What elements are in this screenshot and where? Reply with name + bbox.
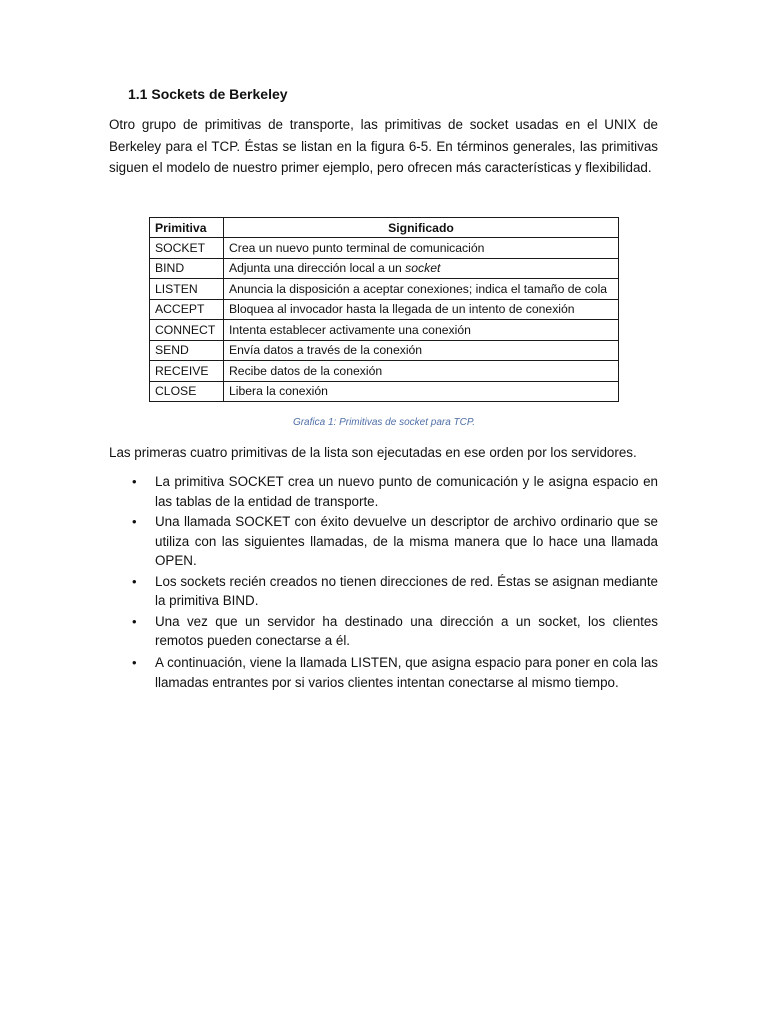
bullet-icon: •	[132, 474, 137, 489]
header-significado: Significado	[224, 218, 619, 238]
primitive-meaning-text: Adjunta una dirección local a un	[229, 261, 402, 276]
table-header-row	[150, 218, 619, 238]
list-item-text: A continuación, viene la llamada LISTEN, que asigna espacio para poner en cola las llamadas entrantes por si varios clientes intentan conectarse al mismo tiempo.	[155, 654, 658, 690]
table-row	[150, 258, 619, 279]
header-primitiva: Primitiva	[150, 218, 224, 238]
primitive-name: SOCKET	[150, 238, 224, 259]
bullet-icon: •	[132, 654, 137, 670]
list-item	[132, 472, 658, 511]
list-item-text: Una vez que un servidor ha destinado una dirección a un socket, los clientes remotos pueden conectarse a él.	[155, 613, 658, 648]
primitive-name: RECEIVE	[150, 361, 224, 382]
primitive-name: ACCEPT	[150, 299, 224, 320]
primitive-name: CONNECT	[150, 320, 224, 341]
list-item	[132, 612, 658, 651]
bullet-icon: •	[132, 573, 137, 589]
primitive-name: SEND	[150, 340, 224, 361]
primitive-meaning: Anuncia la disposición a aceptar conexiones; indica el tamaño de cola	[224, 279, 619, 300]
primitive-meaning: Envía datos a través de la conexión	[224, 340, 619, 361]
list-item-text: Los sockets recién creados no tienen direcciones de red. Éstas se asignan mediante la primitiva BIND.	[155, 573, 658, 608]
list-item	[132, 512, 658, 571]
primitive-meaning-italic: socket	[405, 261, 441, 276]
bullet-list	[132, 472, 658, 694]
list-item	[132, 572, 658, 611]
primitive-meaning: Libera la conexión	[224, 381, 619, 402]
primitive-meaning	[224, 258, 619, 279]
primitive-meaning: Crea un nuevo punto terminal de comunicación	[224, 238, 619, 259]
lead-paragraph: Las primeras cuatro primitivas de la lista son ejecutadas en ese orden por los servidores.	[109, 445, 637, 460]
table-row	[150, 299, 619, 320]
primitive-meaning: Bloquea al invocador hasta la llegada de un intento de conexión	[224, 299, 619, 320]
primitive-meaning: Recibe datos de la conexión	[224, 361, 619, 382]
table-row	[150, 238, 619, 259]
section-heading: 1.1 Sockets de Berkeley	[128, 86, 288, 102]
table-row	[150, 381, 619, 402]
primitive-name: LISTEN	[150, 279, 224, 300]
table-row	[150, 361, 619, 382]
primitive-name: BIND	[150, 258, 224, 279]
bullet-icon: •	[132, 613, 137, 629]
primitives-table	[149, 217, 619, 402]
bullet-icon: •	[132, 514, 137, 529]
list-item	[132, 653, 658, 694]
primitive-meaning: Intenta establecer activamente una conexión	[224, 320, 619, 341]
table-row	[150, 340, 619, 361]
primitive-name: CLOSE	[150, 381, 224, 402]
list-item-text: Una llamada SOCKET con éxito devuelve un descriptor de archivo ordinario que se utiliza con las siguientes llamadas, de la misma manera que lo hace una llamada OPEN.	[155, 514, 658, 568]
table-caption: Grafica 1: Primitivas de socket para TCP.	[292, 417, 476, 428]
table-row	[150, 320, 619, 341]
intro-paragraph: Otro grupo de primitivas de transporte, las primitivas de socket usadas en el UNIX de Berkeley para el TCP. Éstas se listan en la figura 6-5. En términos generales, las primitivas siguen el modelo de nuestro primer ejemplo, pero ofrecen más características y flexibilidad.	[109, 117, 658, 175]
table-row	[150, 279, 619, 300]
list-item-text: La primitiva SOCKET crea un nuevo punto de comunicación y le asigna espacio en las tablas de la entidad de transporte.	[155, 474, 658, 509]
